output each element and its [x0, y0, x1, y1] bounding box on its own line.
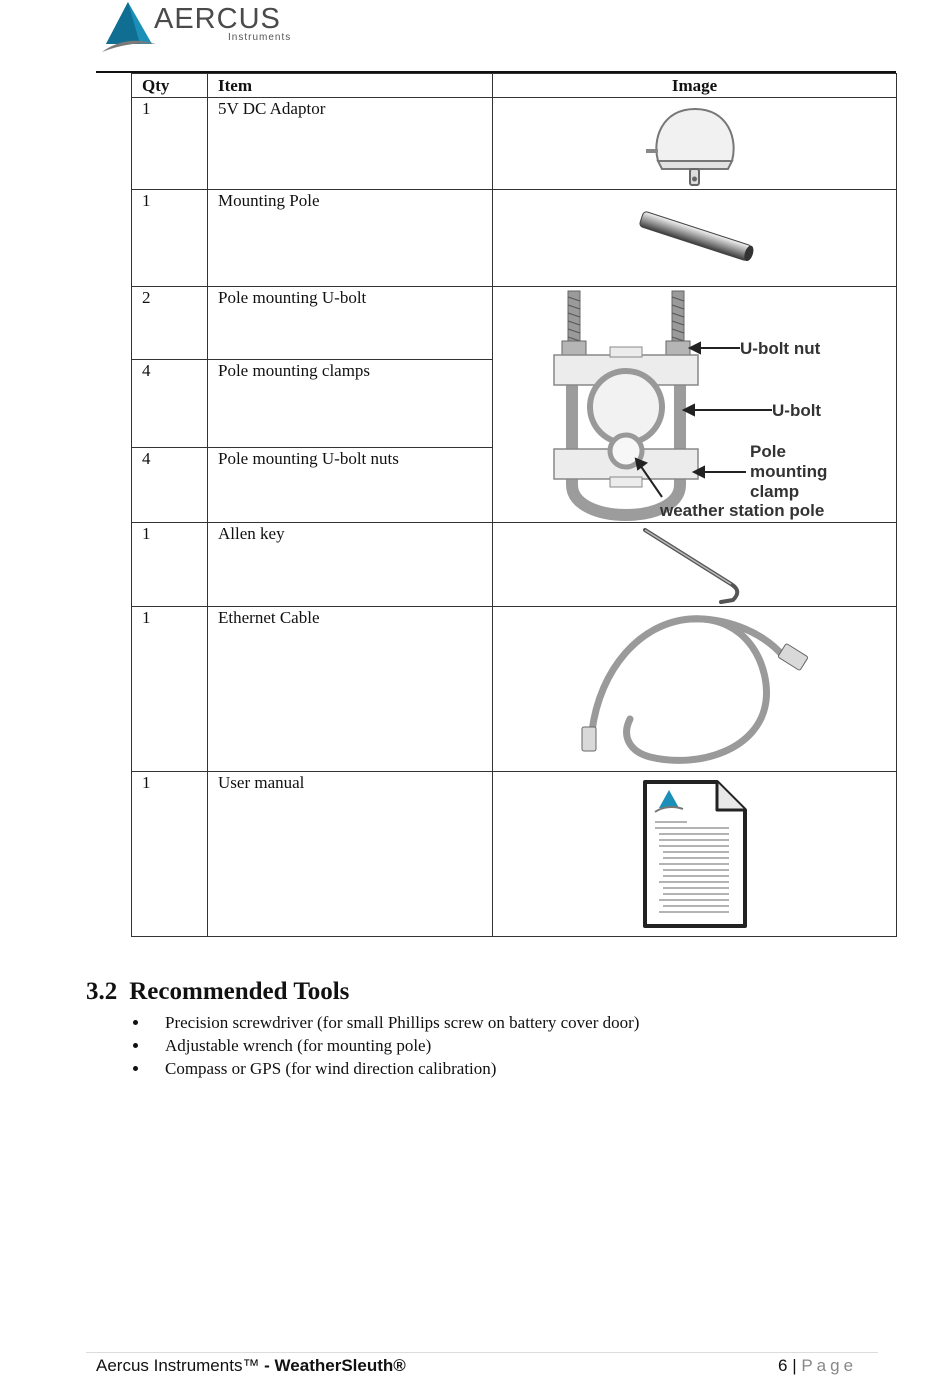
u-bolt-label: U-bolt: [771, 400, 821, 420]
allen-key-image: [635, 524, 755, 606]
item-cell: 5V DC Adaptor: [208, 98, 493, 190]
ethernet-cable-image: [570, 609, 820, 769]
table-row: [132, 523, 897, 607]
page-separator: |: [787, 1356, 802, 1375]
image-cell: [493, 772, 897, 937]
table-row: [132, 772, 897, 937]
footer-title: [96, 1356, 406, 1376]
table-row: [132, 190, 897, 287]
qty-cell: 4: [132, 448, 208, 523]
item-cell: Pole mounting U-bolt: [208, 287, 493, 360]
image-column-header: Image: [493, 74, 897, 98]
brand-name: AERCUS: [154, 3, 281, 35]
footer-page-indicator: [778, 1356, 857, 1376]
qty-cell: 1: [132, 523, 208, 607]
page-number: 6: [778, 1356, 788, 1375]
image-cell: [493, 190, 897, 287]
user-manual-image: [639, 776, 751, 932]
list-item: Compass or GPS (for wind direction calibration): [131, 1057, 639, 1080]
qty-cell: 1: [132, 772, 208, 937]
list-item: Precision screwdriver (for small Phillips screw on battery cover door): [131, 1011, 639, 1034]
brand-logo: [100, 0, 315, 58]
footer-company: Aercus Instruments™: [96, 1356, 265, 1375]
table-row: [132, 607, 897, 772]
package-contents-table: [131, 73, 897, 937]
section-number: 3.2: [86, 978, 118, 1005]
qty-cell: 1: [132, 190, 208, 287]
item-cell: Allen key: [208, 523, 493, 607]
image-cell: [493, 523, 897, 607]
table-row: [132, 287, 897, 360]
u-bolt-nut-label: U-bolt nut: [739, 338, 820, 358]
clamp-label-line3: clamp: [749, 481, 799, 501]
qty-column-header: Qty: [132, 74, 208, 98]
footer-product: - WeatherSleuth®: [264, 1356, 406, 1375]
item-cell: User manual: [208, 772, 493, 937]
item-cell: Mounting Pole: [208, 190, 493, 287]
qty-cell: 1: [132, 98, 208, 190]
clamp-label-line2: mounting: [749, 461, 827, 481]
qty-cell: 4: [132, 360, 208, 448]
list-item: Adjustable wrench (for mounting pole): [131, 1034, 639, 1057]
section-title: Recommended Tools: [129, 978, 350, 1005]
qty-cell: 1: [132, 607, 208, 772]
power-adaptor-image: [640, 99, 750, 189]
table-header-row: [132, 74, 897, 98]
tools-list: [131, 1011, 639, 1080]
pole-label: weather station pole: [659, 500, 824, 520]
brand-subtitle: Instruments: [228, 32, 292, 43]
page-word: Page: [801, 1356, 858, 1375]
footer-rule: [86, 1352, 878, 1353]
item-column-header: Item: [208, 74, 493, 98]
clamp-label-line1: Pole: [749, 441, 786, 461]
u-bolt-assembly-image: [550, 289, 840, 521]
item-cell: Pole mounting U-bolt nuts: [208, 448, 493, 523]
section-heading: [86, 978, 349, 1006]
qty-cell: 2: [132, 287, 208, 360]
table-row: [132, 98, 897, 190]
mounting-pole-image: [630, 198, 760, 278]
item-cell: Pole mounting clamps: [208, 360, 493, 448]
image-cell: [493, 287, 897, 523]
logo-mark-icon: [100, 0, 160, 58]
image-cell: [493, 607, 897, 772]
item-cell: Ethernet Cable: [208, 607, 493, 772]
image-cell: [493, 98, 897, 190]
